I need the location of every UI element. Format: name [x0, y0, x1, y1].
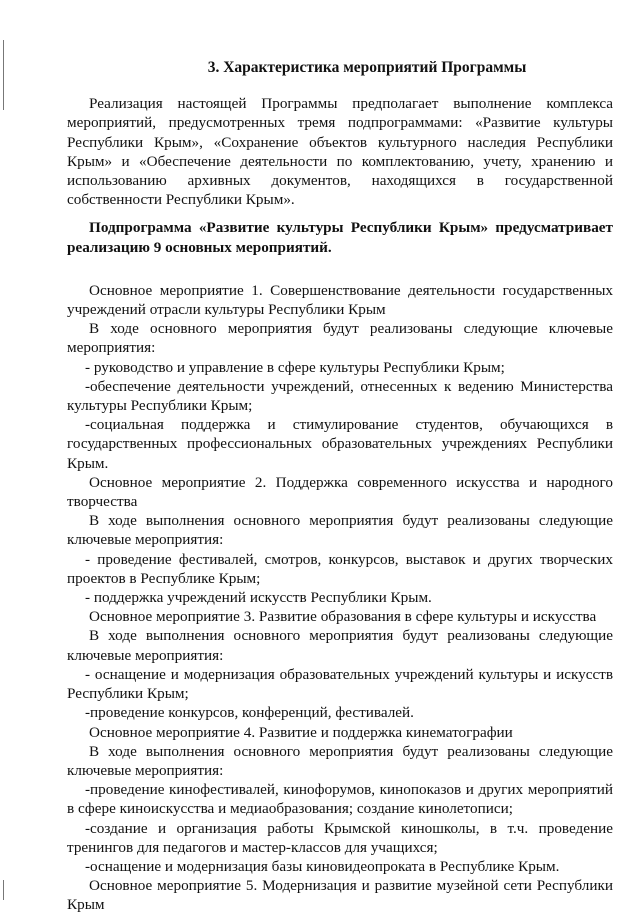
measure-4-item: -проведение кинофестивалей, кинофорумов, кинопоказов и других мероприятий в сфере киноискусства и медиаобразования; создание кинолетописи; [67, 781, 613, 818]
measure-4-item: -оснащение и модернизация базы киновидеопроката в Республике Крым. [85, 857, 560, 875]
measure-4-lead: В ходе выполнения основного мероприятия будут реализованы следующие ключевые мероприятия: [67, 742, 613, 779]
document-body [67, 58, 613, 915]
measure-3-item: -проведение конкурсов, конференций, фестивалей. [85, 704, 414, 722]
measure-1-item: - руководство и управление в сфере культуры Республики Крым; [85, 358, 505, 376]
measure-3-title: Основное мероприятие 3. Развитие образования в сфере культуры и искусства [89, 608, 597, 626]
scan-edge-mark [3, 880, 4, 900]
measure-2-item: - проведение фестивалей, смотров, конкурсов, выставок и других творческих проектов в Республике Крым; [67, 550, 613, 587]
measure-5-title: Основное мероприятие 5. Модернизация и развитие музейной сети Республики Крым [67, 877, 613, 914]
measure-1-item: -обеспечение деятельности учреждений, отнесенных к ведению Министерства культуры Республики Крым; [67, 377, 613, 415]
intro-paragraph: Реализация настоящей Программы предполагает выполнение комплекса мероприятий, предусмотренных тремя подпрограммами: «Развитие культуры Республики Крым», «Сохранение объектов культурного наследия Республики Крым» и «Обеспечение деятельности по комплектованию, учету, хранению и использованию архивных документов, находящихся в государственной собственности Республики Крым». [67, 95, 613, 209]
scan-edge-mark [3, 40, 4, 110]
measure-2-lead: В ходе выполнения основного мероприятия будут реализованы следующие ключевые мероприятия: [67, 512, 613, 549]
subprogram-heading: Подпрограмма «Развитие культуры Республики Крым» предусматривает реализацию 9 основных мероприятий. [67, 219, 613, 256]
measure-1-item: -социальная поддержка и стимулирование студентов, обучающихся в государственных профессиональных образовательных учреждениях Республики Крым. [67, 416, 613, 472]
measure-4-title: Основное мероприятие 4. Развитие и поддержка кинематографии [89, 723, 513, 741]
measure-3-lead: В ходе выполнения основного мероприятия будут реализованы следующие ключевые мероприятия: [67, 627, 613, 664]
measure-2-title: Основное мероприятие 2. Поддержка современного искусства и народного творчества [67, 473, 613, 511]
measure-3-item: - оснащение и модернизация образовательных учреждений культуры и искусств Республики Крым; [67, 665, 613, 703]
measure-1-lead: В ходе основного мероприятия будут реализованы следующие ключевые мероприятия: [67, 320, 613, 357]
measure-1-title: Основное мероприятие 1. Совершенствование деятельности государственных учреждений отрасли культуры Республики Крым [67, 281, 613, 319]
measure-4-item: -создание и организация работы Крымской киношколы, в т.ч. проведение тренингов для педагогов и мастер-классов для учащихся; [67, 819, 613, 856]
section-title: 3. Характеристика мероприятий Программы [207, 59, 527, 76]
measure-2-item: - поддержка учреждений искусств Республики Крым. [85, 589, 432, 607]
